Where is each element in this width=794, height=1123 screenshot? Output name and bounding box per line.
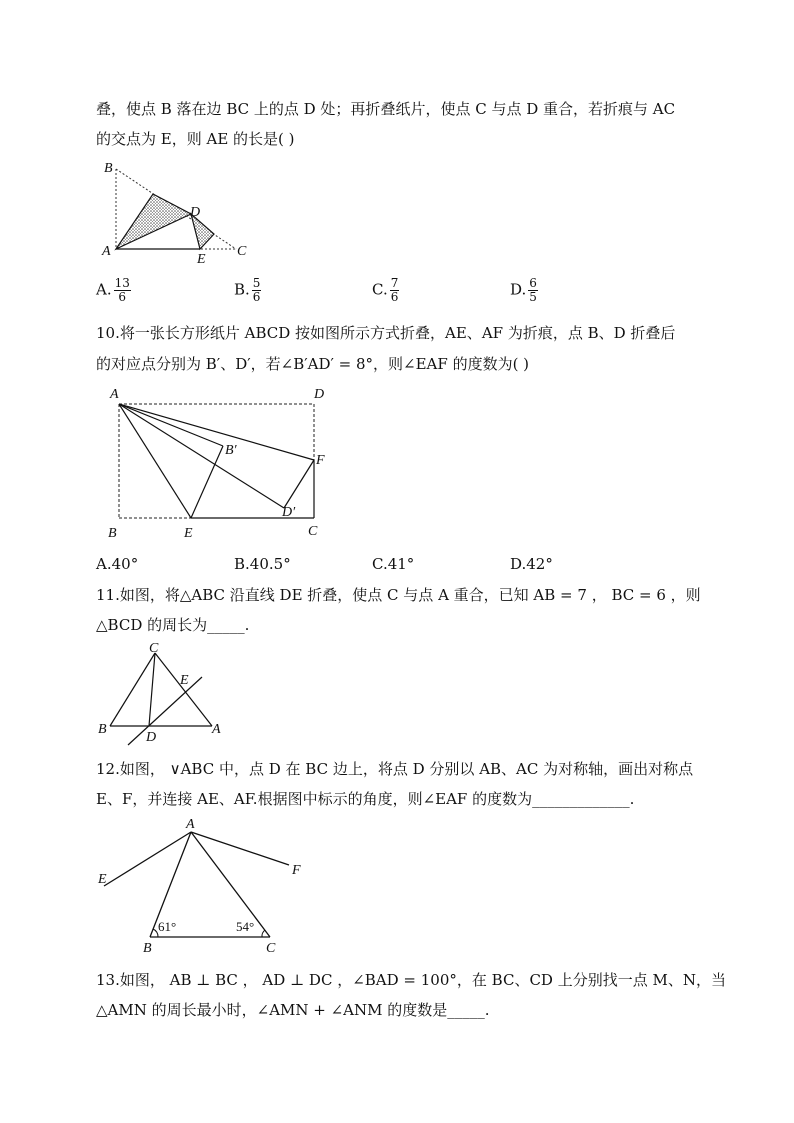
q9-label-B: B (104, 161, 113, 176)
q12-label-C: C (266, 941, 276, 956)
q12-text-line1: 12.如图， ∨ABC 中，点 D 在 BC 边上，将点 D 分别以 AB、AC 为对称轴，画出对称点 (96, 760, 694, 778)
q9-shaded-triangle (116, 194, 191, 249)
q13-text-line2: △AMN 的周长最小时，∠AMN + ∠ANM 的度数是_____. (96, 1001, 490, 1019)
q11-label-C: C (149, 641, 159, 656)
q10-option-b: B.40.5° (234, 555, 291, 573)
q9-text-line1: 叠，使点 B 落在边 BC 上的点 D 处；再折叠纸片，使点 C 与点 D 重合，若折痕与 AC (96, 100, 676, 118)
q10-label-B: B (108, 526, 117, 541)
q11-label-B: B (98, 722, 107, 737)
q12-angle-B: 61° (158, 919, 177, 934)
q9-label-E: E (197, 252, 206, 266)
q10-label-Bp: B′ (225, 443, 237, 458)
q12-label-B: B (143, 941, 152, 956)
q9-label-C: C (237, 244, 247, 259)
q9-figure (96, 156, 256, 266)
q10-label-F: F (316, 453, 325, 468)
q10-option-c: C.41° (372, 555, 415, 573)
q12-figure (96, 812, 311, 957)
q12-text-line2: E、F，并连接 AE、AF.根据图中标示的角度，则∠EAF 的度数为_____________. (96, 790, 635, 808)
q10-option-a: A.40° (96, 555, 139, 573)
q10-option-d: D.42° (510, 555, 553, 573)
q9-option-d: D. $\frac{6}{5}$ (510, 276, 537, 304)
q11-text-line1: 11.如图，将△ABC 沿直线 DE 折叠，使点 C 与点 A 重合，已知 AB = 7 ， BC = 6 ，则 (96, 586, 701, 604)
q13-text-line1: 13.如图， AB ⊥ BC ， AD ⊥ DC ，∠BAD = 100°，在 BC、CD 上分别找一点 M、N，当 (96, 971, 726, 989)
q9-label-D: D (190, 205, 201, 220)
q10-text-line1: 10.将一张长方形纸片 ABCD 按如图所示方式折叠，AE、AF 为折痕，点 B、D 折叠后 (96, 324, 676, 342)
q12-label-E: E (98, 872, 107, 887)
q11-figure (96, 640, 231, 750)
q10-label-A: A (110, 387, 119, 402)
q10-label-C: C (308, 524, 318, 539)
q9-text-line2: 的交点为 E，则 AE 的长是( ) (96, 130, 295, 148)
q10-figure (96, 380, 346, 545)
q12-angle-C: 54° (236, 919, 255, 934)
q9-label-A: A (102, 244, 111, 259)
q11-label-D: D (146, 730, 157, 745)
q10-label-Dp: D′ (282, 505, 296, 520)
q11-label-A: A (212, 722, 221, 737)
q9-option-a: A. $\frac{13}{6}$ (96, 276, 130, 304)
q9-option-b: B. $\frac{5}{6}$ (234, 276, 261, 304)
q10-label-E: E (184, 526, 193, 541)
q12-label-F: F (292, 863, 301, 878)
q9-option-c: C. $\frac{7}{6}$ (372, 276, 399, 304)
q10-text-line2: 的对应点分别为 B′、D′，若∠B′AD′ = 8°，则∠EAF 的度数为( ) (96, 355, 530, 373)
q11-text-line2: △BCD 的周长为_____. (96, 616, 250, 634)
q12-label-A: A (186, 817, 195, 832)
q11-label-E: E (180, 673, 189, 688)
q10-label-D: D (314, 387, 325, 402)
